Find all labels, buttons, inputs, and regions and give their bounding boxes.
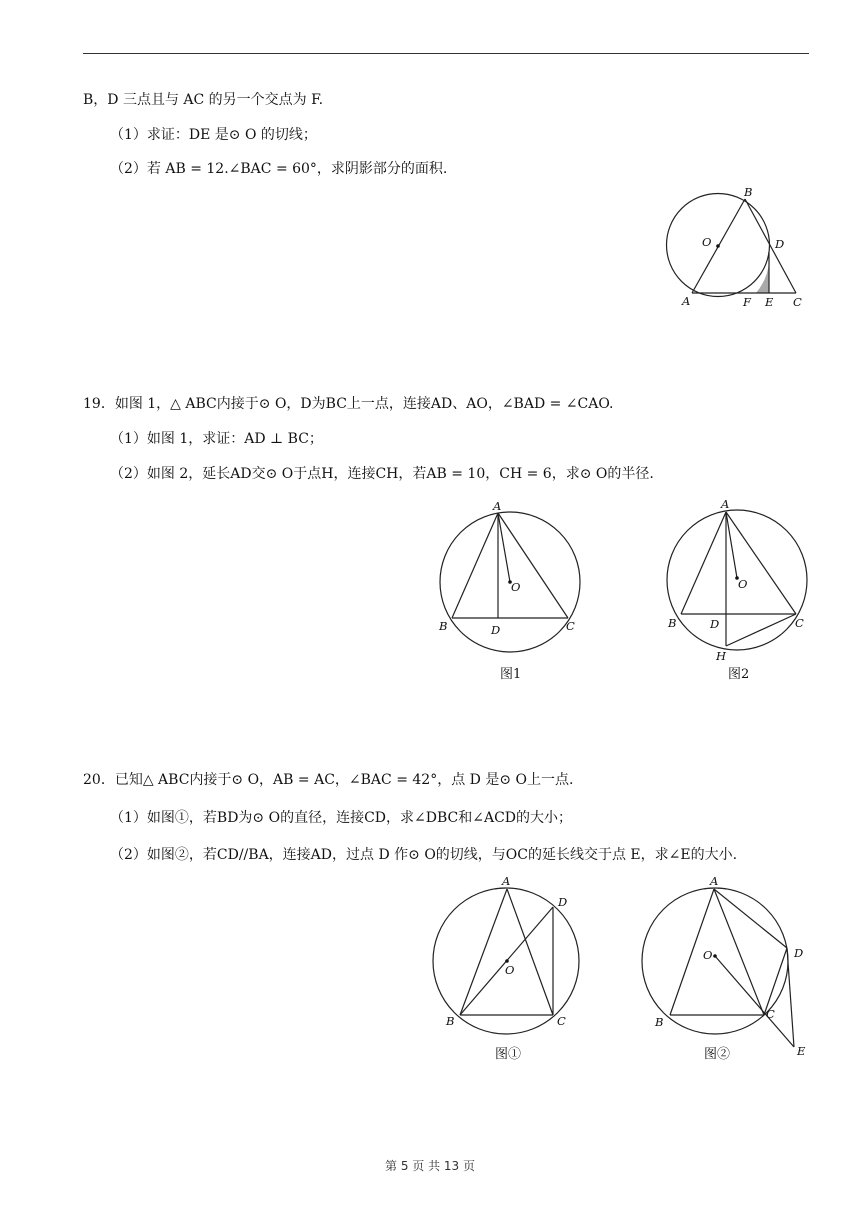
q20-fig1-label-O: O [505,963,515,977]
q19-part1: （1）如图 1，求证：AD ⊥ BC； [110,431,323,447]
q18-label-E: E [765,295,774,309]
q20-fig1-caption: 图① [495,1047,522,1062]
q19-fig1-segment-AO [498,513,510,582]
q20-fig1-label-A: A [502,874,511,888]
q19-fig2-segment-AB [681,512,726,614]
q19-fig1-label-A: A [493,499,502,513]
q20-fig1-segment-AB [460,889,507,1015]
q20-fig2-label-O: O [703,948,713,962]
q18-intro: B，D 三点且与 AC 的另一个交点为 F. [83,92,324,108]
q20-part1: （1）如图①，若BD为⊙ O的直径，连接CD，求∠DBC和∠ACD的大小； [110,810,573,826]
q20-fig2-label-A: A [710,874,719,888]
q18-segment-BC [745,199,796,293]
q18-part2: （2）若 AB = 12.∠BAC = 60°，求阴影部分的面积. [110,161,448,177]
q20-fig1-label-D: D [558,895,568,909]
q20-fig2-label-C: C [766,1007,775,1021]
q20-fig2-label-E: E [797,1044,806,1058]
q19-fig1-label-O: O [511,580,521,594]
q20-part2: （2）如图②，若CD//BA，连接AD，过点 D 作⊙ O的切线，与OC的延长线交于点 E，求∠E的大小. [110,847,738,863]
q19-fig2-segment-AC [726,512,796,614]
q19-fig1-label-B: B [439,619,448,633]
q20-fig2-caption: 图② [704,1047,731,1062]
q19-fig1-segment-AC [498,513,568,618]
q19-fig2-label-O: O [738,577,748,591]
q19-fig1-label-C: C [566,619,575,633]
q20-fig2-segment-AC [714,889,764,1015]
q19-fig2-label-A: A [721,497,730,511]
q19-fig1-segment-AB [452,513,498,618]
q20-fig1-label-B: B [446,1014,455,1028]
q19-fig2-circle [667,510,807,650]
q18-figure [655,185,815,315]
q19-fig1-caption: 图1 [500,667,522,682]
q19-fig2-label-C: C [795,616,804,630]
q18-label-A: A [682,294,691,308]
q18-label-D: D [775,237,785,251]
page-footer: 第 5 页 共 13 页 [385,1159,475,1173]
q20-stem: 20．已知△ ABC内接于⊙ O，AB = AC，∠BAC = 42°，点 D 是⊙ O上一点. [83,772,574,788]
q19-fig2-segment-AO [726,512,737,578]
q19-stem: 19．如图 1，△ ABC内接于⊙ O，D为BC上一点，连接AD、AO，∠BAD = ∠CAO. [83,396,614,412]
q19-fig2-label-B: B [668,616,677,630]
header-rule [83,53,809,54]
q19-fig1-label-D: D [491,623,501,637]
q20-fig2 [635,870,815,1060]
q18-center-dot [716,244,720,248]
q20-fig2-segment-CD [764,948,787,1015]
q19-fig1 [430,495,590,690]
q20-fig2-label-D: D [794,946,804,960]
q20-fig2-center-dot [713,954,717,958]
q18-label-O: O [702,235,712,249]
q20-fig1 [425,870,595,1070]
q20-fig1-label-C: C [557,1014,566,1028]
q19-part2: （2）如图 2，延长AD交⊙ O于点H，连接CH，若AB = 10，CH = 6，求⊙ O的半径. [110,466,654,482]
q19-fig2-label-H: H [716,649,727,663]
q19-fig2-caption: 图2 [728,667,750,682]
q18-part1: （1）求证：DE 是⊙ O 的切线； [110,127,317,143]
q18-label-F: F [743,295,751,309]
q18-label-C: C [793,295,802,309]
q19-fig2 [660,492,820,692]
q20-fig2-label-B: B [655,1015,664,1029]
q19-fig2-label-D: D [710,617,720,631]
q20-fig2-segment-DE [787,948,794,1047]
q18-label-B: B [744,185,753,199]
